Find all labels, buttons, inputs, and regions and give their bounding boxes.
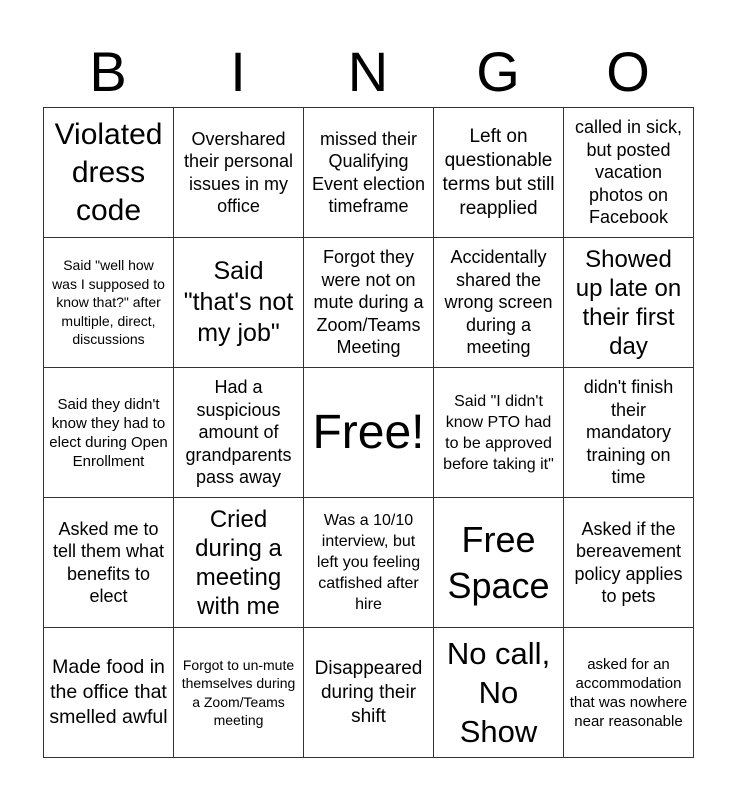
bingo-cell-r4-c2[interactable] [174, 498, 304, 628]
bingo-cell-r3-c4[interactable] [434, 368, 564, 498]
bingo-header [43, 36, 693, 108]
header-letter-b: B [89, 40, 127, 103]
cell-text: Said "well how was I supposed to know that?" after multiple, direct, discussions [52, 257, 165, 348]
bingo-cell-r1-c4[interactable] [434, 108, 564, 238]
bingo-cell-r1-c5[interactable] [564, 108, 694, 238]
header-letter-n: N [347, 40, 389, 103]
bingo-cell-r3-c3[interactable] [304, 368, 434, 498]
header-letter-o: O [606, 40, 650, 103]
cell-text: Accidentally shared the wrong screen during a meeting [444, 247, 553, 358]
bingo-cell-r1-c3[interactable] [304, 108, 434, 238]
cell-text: No call, No Show [446, 636, 551, 749]
bingo-cell-r4-c1[interactable] [44, 498, 174, 628]
bingo-cell-r5-c3[interactable] [304, 628, 434, 758]
bingo-cell-r1-c2[interactable] [174, 108, 304, 238]
header-letter-i: I [230, 40, 246, 103]
cell-text: Said "I didn't know PTO had to be approved before taking it" [443, 392, 554, 473]
bingo-board [43, 107, 694, 758]
cell-text: Forgot they were not on mute during a Zoom/Teams Meeting [313, 247, 424, 358]
bingo-cell-r4-c5[interactable] [564, 498, 694, 628]
cell-text: Had a suspicious amount of grandparents pass away [185, 377, 292, 488]
bingo-cell-r5-c5[interactable] [564, 628, 694, 758]
cell-text: Left on questionable terms but still reapplied [442, 125, 555, 219]
cell-text: Cried during a meeting with me [195, 505, 282, 620]
cell-text: Disappeared during their shift [314, 657, 423, 727]
bingo-cell-r2-c3[interactable] [304, 238, 434, 368]
cell-text: Said "that's not my job" [183, 257, 294, 347]
bingo-cell-r3-c1[interactable] [44, 368, 174, 498]
bingo-cell-r2-c2[interactable] [174, 238, 304, 368]
cell-text: called in sick, but posted vacation photos on Facebook [574, 117, 683, 228]
cell-text: Overshared their personal issues in my office [183, 128, 294, 216]
cell-text: Violated dress code [54, 117, 163, 227]
cell-text: Was a 10/10 interview, but left you feeling catfished after hire [316, 512, 421, 613]
cell-text: Asked if the bereavement policy applies to pets [574, 518, 683, 606]
cell-text: Showed up late on their first day [575, 245, 682, 360]
cell-text: didn't finish their mandatory training on time [583, 377, 674, 488]
cell-text: Forgot to un-mute themselves during a Zoom/Teams meeting [181, 656, 296, 728]
bingo-cell-r5-c2[interactable] [174, 628, 304, 758]
bingo-cell-r5-c1[interactable] [44, 628, 174, 758]
bingo-cell-r1-c1[interactable] [44, 108, 174, 238]
header-letter-g: G [476, 40, 520, 103]
cell-text: Asked me to tell them what benefits to elect [52, 518, 165, 606]
bingo-cell-r2-c4[interactable] [434, 238, 564, 368]
bingo-cell-r5-c4[interactable] [434, 628, 564, 758]
cell-text: missed their Qualifying Event election timeframe [311, 128, 426, 216]
cell-text: Made food in the office that smelled awful [49, 656, 168, 728]
free-space-text: Free Space [447, 518, 550, 606]
bingo-cell-r2-c1[interactable] [44, 238, 174, 368]
bingo-cell-r3-c5[interactable] [564, 368, 694, 498]
bingo-cell-r4-c3[interactable] [304, 498, 434, 628]
cell-text: Said they didn't know they had to elect during Open Enrollment [49, 395, 168, 470]
bingo-cell-r4-c4[interactable] [434, 498, 564, 628]
bingo-cell-r3-c2[interactable] [174, 368, 304, 498]
bingo-cell-r2-c5[interactable] [564, 238, 694, 368]
free-center-text: Free! [312, 405, 425, 459]
cell-text: asked for an accommodation that was nowhere near reasonable [569, 655, 688, 730]
